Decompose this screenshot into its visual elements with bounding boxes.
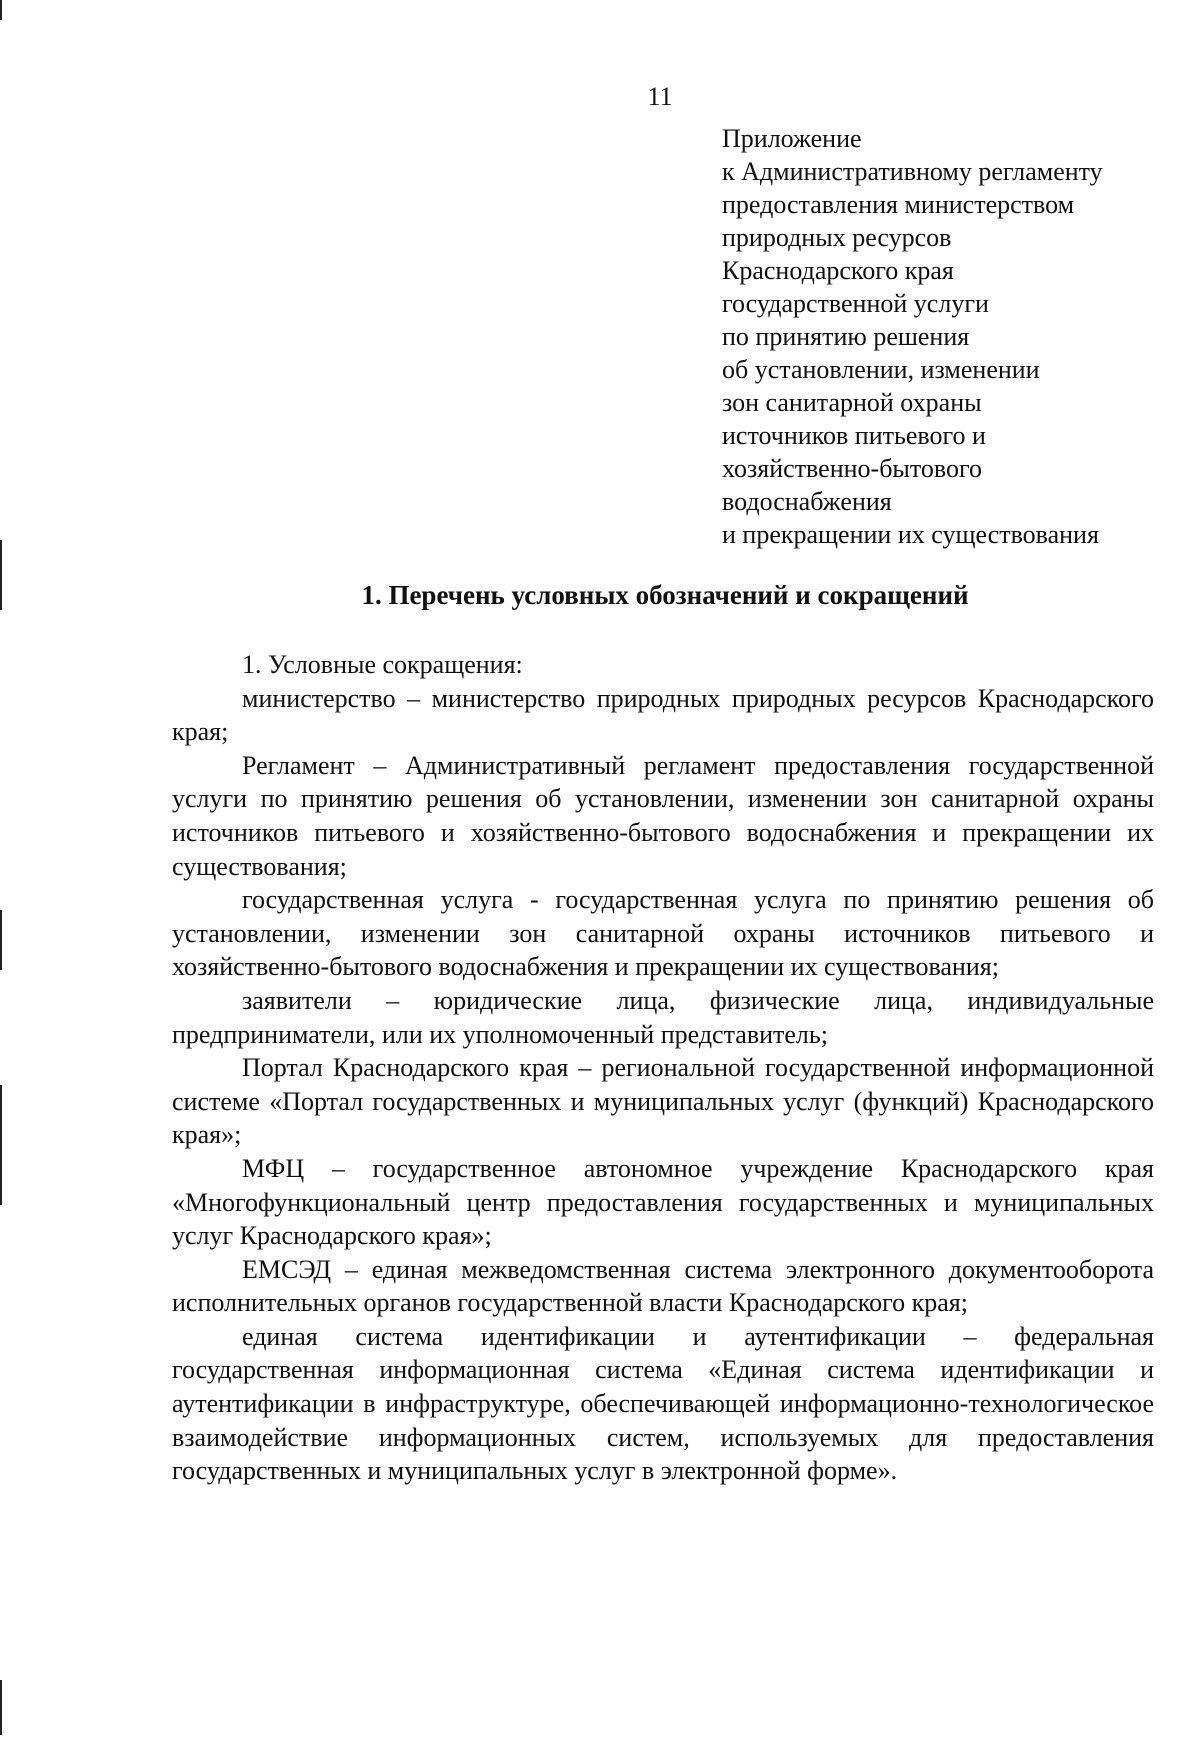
appendix-line: предоставления министерством xyxy=(722,190,1075,219)
scan-edge-mark xyxy=(0,910,2,970)
section-heading: 1. Перечень условных обозначений и сокращений xyxy=(361,580,969,610)
appendix-line: Краснодарского края xyxy=(722,256,954,285)
appendix-line: Приложение xyxy=(722,124,862,153)
abbreviations-list xyxy=(172,648,1154,1488)
list-intro: 1. Условные сокращения: xyxy=(242,650,523,679)
appendix-line: государственной услуги xyxy=(722,289,989,318)
appendix-line: к Административному регламенту xyxy=(722,157,1103,186)
appendix-line: зон санитарной охраны xyxy=(722,388,982,417)
appendix-line: природных ресурсов xyxy=(722,223,952,252)
list-item: Портал Краснодарского края – региональной государственной информационной системе «Портал государственных и муниципальных услуг (функций) Краснодарского края»; xyxy=(172,1053,1154,1150)
list-item: единая система идентификации и аутентификации – федеральная государственная информационная система «Единая система идентификации и аутентификации в инфраструктуре, обеспечивающей информационно-технологическое взаимодействие информационных систем, используемых для предоставления государственных и муниципальных услуг в электронной форме». xyxy=(172,1321,1154,1486)
list-item: Регламент – Административный регламент предоставления государственной услуги по принятию решения об установлении, изменении зон санитарной охраны источников питьевого и хозяйственно-бытового водоснабжения и прекращении их существования; xyxy=(172,750,1154,881)
scan-edge-mark xyxy=(0,0,2,20)
list-item: ЕМСЭД – единая межведомственная система электронного документооборота исполнительных органов государственной власти Краснодарского края; xyxy=(172,1254,1154,1318)
appendix-line: водоснабжения xyxy=(722,487,892,516)
list-item: министерство – министерство природных природных ресурсов Краснодарского края; xyxy=(172,683,1154,747)
appendix-line: хозяйственно-бытового xyxy=(722,454,983,483)
appendix-line: об установлении, изменении xyxy=(722,355,1040,384)
list-item: МФЦ – государственное автономное учреждение Краснодарского края «Многофункциональный центр предоставления государственных и муниципальных услуг Краснодарского края»; xyxy=(172,1153,1154,1251)
appendix-line: по принятию решения xyxy=(722,322,970,351)
appendix-line: и прекращении их существования xyxy=(722,520,1099,549)
scan-edge-mark xyxy=(0,1085,2,1205)
page-number: 11 xyxy=(647,82,673,111)
list-item: заявители – юридические лица, физические лица, индивидуальные предприниматели, или их уполномоченный представитель; xyxy=(172,985,1154,1049)
appendix-header xyxy=(722,122,1162,551)
list-item: государственная услуга - государственная услуга по принятию решения об установлении, изменении зон санитарной охраны источников питьевого и хозяйственно-бытового водоснабжения и прекращении их существования; xyxy=(172,885,1154,982)
scan-edge-mark xyxy=(0,1680,2,1735)
appendix-line: источников питьевого и xyxy=(722,421,986,450)
scan-edge-mark xyxy=(0,540,2,610)
